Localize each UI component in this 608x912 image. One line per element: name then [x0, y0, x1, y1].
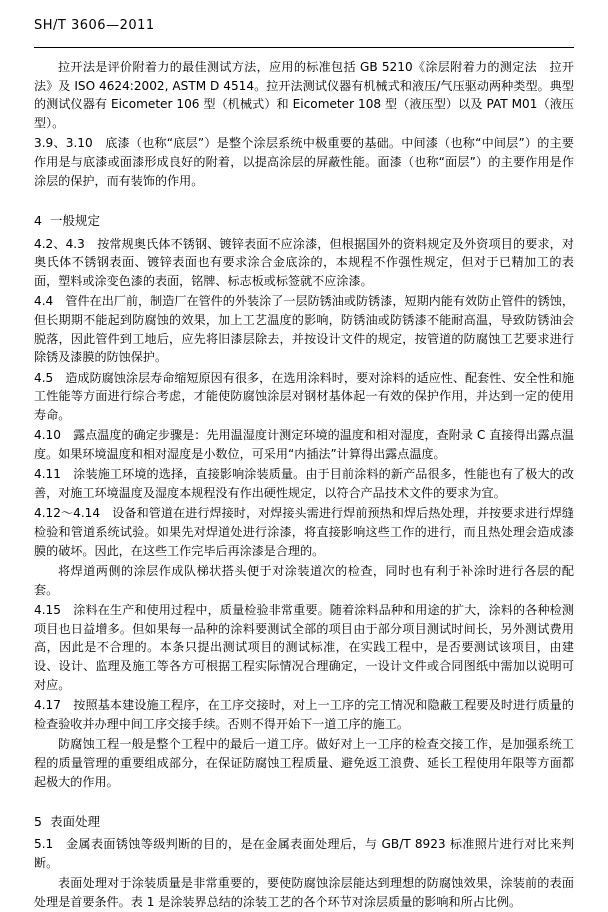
paragraph: 表面处理对于涂装质量是非常重要的，要使防腐蚀涂层能达到理想的防腐蚀效果，涂装前的表面处理是首要条件。表 1 是涂装界总结的涂装工艺的各个环节对涂层质量的影响和所占比例。: [34, 876, 574, 909]
section-title: 表面处理: [49, 813, 100, 829]
section-title: 一般规定: [49, 213, 100, 229]
paragraph: 拉开法是评价附着力的最佳测试方法，应用的标准包括 GB 5210《涂层附着力的测定法 拉开法》及 ISO 4624:2002, ASTM D 4514。拉开法测试仪器有机械式和液压/气压驱动两种类型。典型的测试仪器有 Eicometer 106 型（机械式）和 Eicometer 108 型（液压型）以及 PAT M01（液压型）。: [34, 60, 574, 131]
section-heading-5: [34, 812, 574, 831]
document-body: [34, 58, 574, 912]
spacer: [34, 793, 574, 802]
paragraph: 防腐蚀工程一般是整个工程中的最后一道工序。做好对上一工序的检查交接工作，是加强系统工程的质量管理的重要组成部分，在保证防腐蚀工程质量、避免返工浪费、延长工程使用年限等方面都起极大的作用。: [34, 737, 574, 789]
paragraph: 5.1 金属表面锈蚀等级判断的目的，是在金属表面处理后，与 GB/T 8923 标准照片进行对比来判断。: [34, 837, 574, 870]
page-header: SH/T 3606—2011: [34, 18, 155, 33]
paragraph: 将焊道两侧的涂层作成队梯状搭头便于对涂装道次的检查，同时也有利于补涂时进行各层的配套。: [34, 564, 574, 597]
section-number: 4: [34, 213, 42, 229]
paragraph: 4.4 管件在出厂前，制造厂在管件的外装涂了一层防锈油或防锈漆，短期内能有效防止管件的锈蚀，但长期期不能起到防腐蚀的效果，加上工艺温度的影响，防锈油或防锈漆不能耐高温，导致防锈油会脱落，因此管件到工地后，应先将旧漆层除去，并按设计文件的规定，按管道的防腐蚀工艺要求进行除锈及漆膜的防蚀保护。: [34, 294, 574, 365]
section-number: 5: [34, 813, 42, 829]
section-heading-4: [34, 211, 574, 230]
paragraph: 4.11 涂装施工环境的选择，直接影响涂装质量。由于目前涂料的新产品很多，性能也有了极大的改善，对施工环境温度及湿度本规程没有作出硬性规定，以符合产品技术文件的要求为宜。: [34, 467, 574, 501]
paragraph: 4.15 涂料在生产和使用过程中，质量检验非常重要。随着涂料品种和用途的扩大，涂料的各种检测项目也日益增多。但如果每一品种的涂料要测试全部的项目由于部分项目测试时间长，另外测试费用高，因此是不合理的。本条只提出测试项目的测试标准，在实践工程中，是否要测试该项目，由建设、设计、监理及施工等各方可根据工程实际情况合理确定，一设计文件或合同图纸中需加以说明可对应。: [34, 602, 574, 692]
paragraph: 4.12～4.14 设备和管道在进行焊接时，对焊接头需进行焊前预热和焊后热处理，并按要求进行焊缝检验和管道系统试验。如果先对焊道处进行涂漆，将直接影响这些工作的进行，而且热处理会造成漆膜的破坏。因此，在这些工作完毕后再涂漆是合理的。: [34, 506, 574, 558]
spacer: [34, 192, 574, 201]
paragraph: 4.10 露点温度的确定步骤是：先用温湿度计测定环境的温度和相对湿度，查附录 C 直接得出露点温度。如果环境温度和相对湿度是小数位，可采用“内插法”计算得出露点温度。: [34, 428, 574, 462]
paragraph: 4.2、4.3 按常规奥氏体不锈钢、镀锌表面不应涂漆，但根据国外的资料规定及外资项目的要求，对奥氏体不锈钢表面、镀锌表面也有要求涂合金底涂的，本规程不作强性规定，但对于已精加工的表面，塑料或涂变色漆的表面，铭牌、标志板或标签就不应涂漆。: [34, 236, 574, 288]
paragraph: 4.5 造成防腐蚀涂层寿命缩短原因有很多，在选用涂料时，要对涂料的适应性、配套性、安全性和施工性能等方面进行综合考虑，才能使防腐蚀涂层对钢材基体起一有效的保护作用，并达到一定的使用寿命。: [34, 370, 574, 423]
paragraph: 3.9、3.10 底漆（也称“底层”）是整个涂层系统中极重要的基础。中间漆（也称“中间层”）的主要作用是与底漆或面漆形成良好的附着，以提高涂层的屏蔽性能。面漆（也称“面层”）的主要作用是作涂层的保护，而有装饰的作用。: [34, 136, 574, 188]
paragraph: 4.17 按照基本建设施工程序，在工序交接时，对上一工序的完工情况和隐蔽工程要及时进行质量的检查验收并办理中间工序交接手续。否则不得开始下一道工序的施工。: [34, 698, 574, 731]
header-divider: [34, 47, 574, 48]
